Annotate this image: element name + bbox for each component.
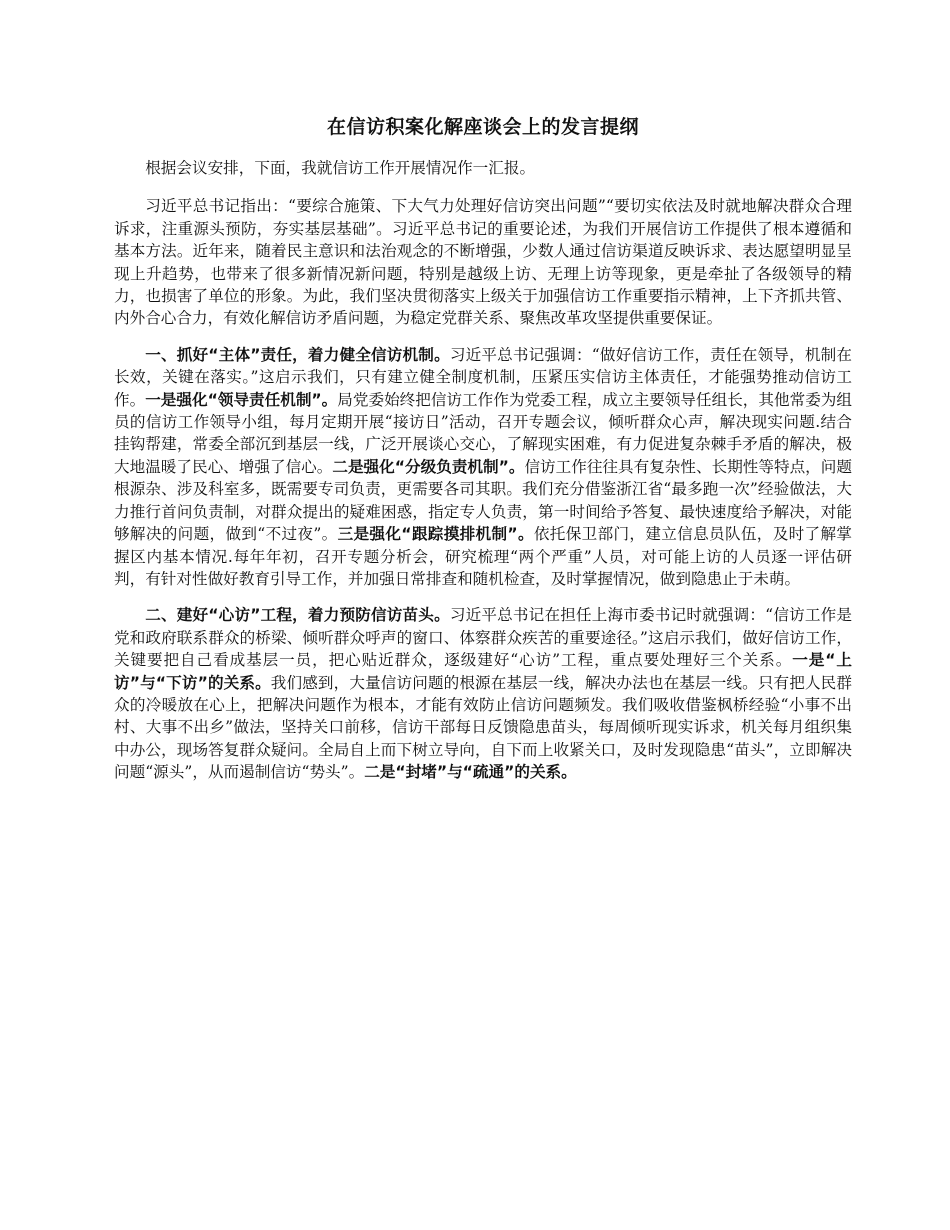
- opening-paragraph: 习近平总书记指出：“要综合施策、下大气力处理好信访突出问题”“要切实依法及时就地解决群众合理诉求，注重源头预防，夯实基层基础”。习近平总书记的重要论述，为我们开展信访工作提供了根本遵循和基本方法。近年来，随着民主意识和法治观念的不断增强，少数人通过信访渠道反映诉求、表达愿望明显呈现上升趋势，也带来了很多新情况新问题，特别是越级上访、无理上访等现象，更是牵扯了各级领导的精力，也损害了单位的形象。为此，我们坚决贯彻落实上级关于加强信访工作重要指示精神，上下齐抓共管、内外合心合力，有效化解信访矛盾问题，为稳定党群关系、聚焦改革攻坚提供重要保证。: [114, 197, 852, 328]
- section-one-text-1: 习近平总书记强调：“做好信访工作，责任在领导，机制在长效，关键在落实。”这启示我们，只有建立健全制度机制，压紧压实信访主体责任，才能强势推动信访工作。: [114, 345, 852, 409]
- section-one-heading: 一、抓好“主体”责任，着力健全信访机制。: [145, 345, 450, 364]
- section-two-text-1: 习近平总书记在担任上海市委书记时就强调：“信访工作是党和政府联系群众的桥梁、倾听群众呼声的窗口、体察群众疾苦的重要途径。”这启示我们，做好信访工作，关键要把自己看成基层一员，把心贴近群众，逐级建好“心访”工程，重点要处理好三个关系。: [114, 606, 852, 670]
- document-title: 在信访积案化解座谈会上的发言提纲: [326, 116, 639, 138]
- section-one-point-2-heading: 二是强化“分级负责机制”。: [332, 457, 525, 476]
- section-one-text-3: 信访工作往往具有复杂性、长期性等特点，问题根源杂、涉及科室多，既需要专司负责，更需要各司其职。我们充分借鉴浙江省“最多跑一次”经验做法，大力推行首问负责制，对群众提出的疑难困惑，指定专人负责，第一时间给予答复、最快速度给予解决，对能够解决的问题，做到“不过夜”。: [114, 457, 852, 544]
- section-two-text-2: 我们感到，大量信访问题的根源在基层一线，解决办法也在基层一线。只有把人民群众的冷暖放在心上，把解决问题作为根本，才能有效防止信访问题频发。我们吸收借鉴枫桥经验“小事不出村、大事不出乡”做法，坚持关口前移，信访干部每日反馈隐患苗头，每周倾听现实诉求，机关每月组织集中办公，现场答复群众疑问。全局自上而下树立导向，自下而上收紧关口，及时发现隐患“苗头”，立即解决问题“源头”，从而遏制信访“势头”。: [114, 673, 852, 782]
- section-one-point-1-heading: 一是强化“领导责任机制”。: [145, 390, 338, 409]
- section-two-point-1-heading: 一是“上访”与“下访”的关系。: [114, 651, 852, 692]
- intro-paragraph: 根据会议安排，下面，我就信访工作开展情况作一汇报。: [145, 159, 536, 177]
- section-one-paragraph: [114, 344, 852, 590]
- section-two-heading: 二、建好“心访”工程，着力预防信访苗头。: [145, 606, 450, 625]
- section-one-point-3-heading: 三是强化“跟踪摸排机制”。: [337, 525, 534, 544]
- section-one-text-4: 依托保卫部门，建立信息员队伍，及时了解掌握区内基本情况.每年年初，召开专题分析会，研究梳理“两个严重”人员，对可能上访的人员逐一评估研判，有针对性做好教育引导工作，并加强日常排查和随机检查，及时掌握情况，做到隐患止于未萌。: [114, 525, 852, 588]
- section-two-paragraph: [114, 604, 852, 783]
- document-page: [114, 112, 852, 798]
- section-two-point-2-heading: 二是“封堵”与“疏通”的关系。: [364, 763, 577, 782]
- section-one-text-2: 局党委始终把信访工作作为党委工程，成立主要领导任组长，其他常委为组员的信访工作领导小组，每月定期开展“接访日”活动，召开专题会议，倾听群众心声，解决现实问题.结合挂钩帮建，常委全部沉到基层一线，广泛开展谈心交心，了解现实困难，有力促进复杂棘手矛盾的解决，极大地温暖了民心、增强了信心。: [114, 390, 852, 476]
